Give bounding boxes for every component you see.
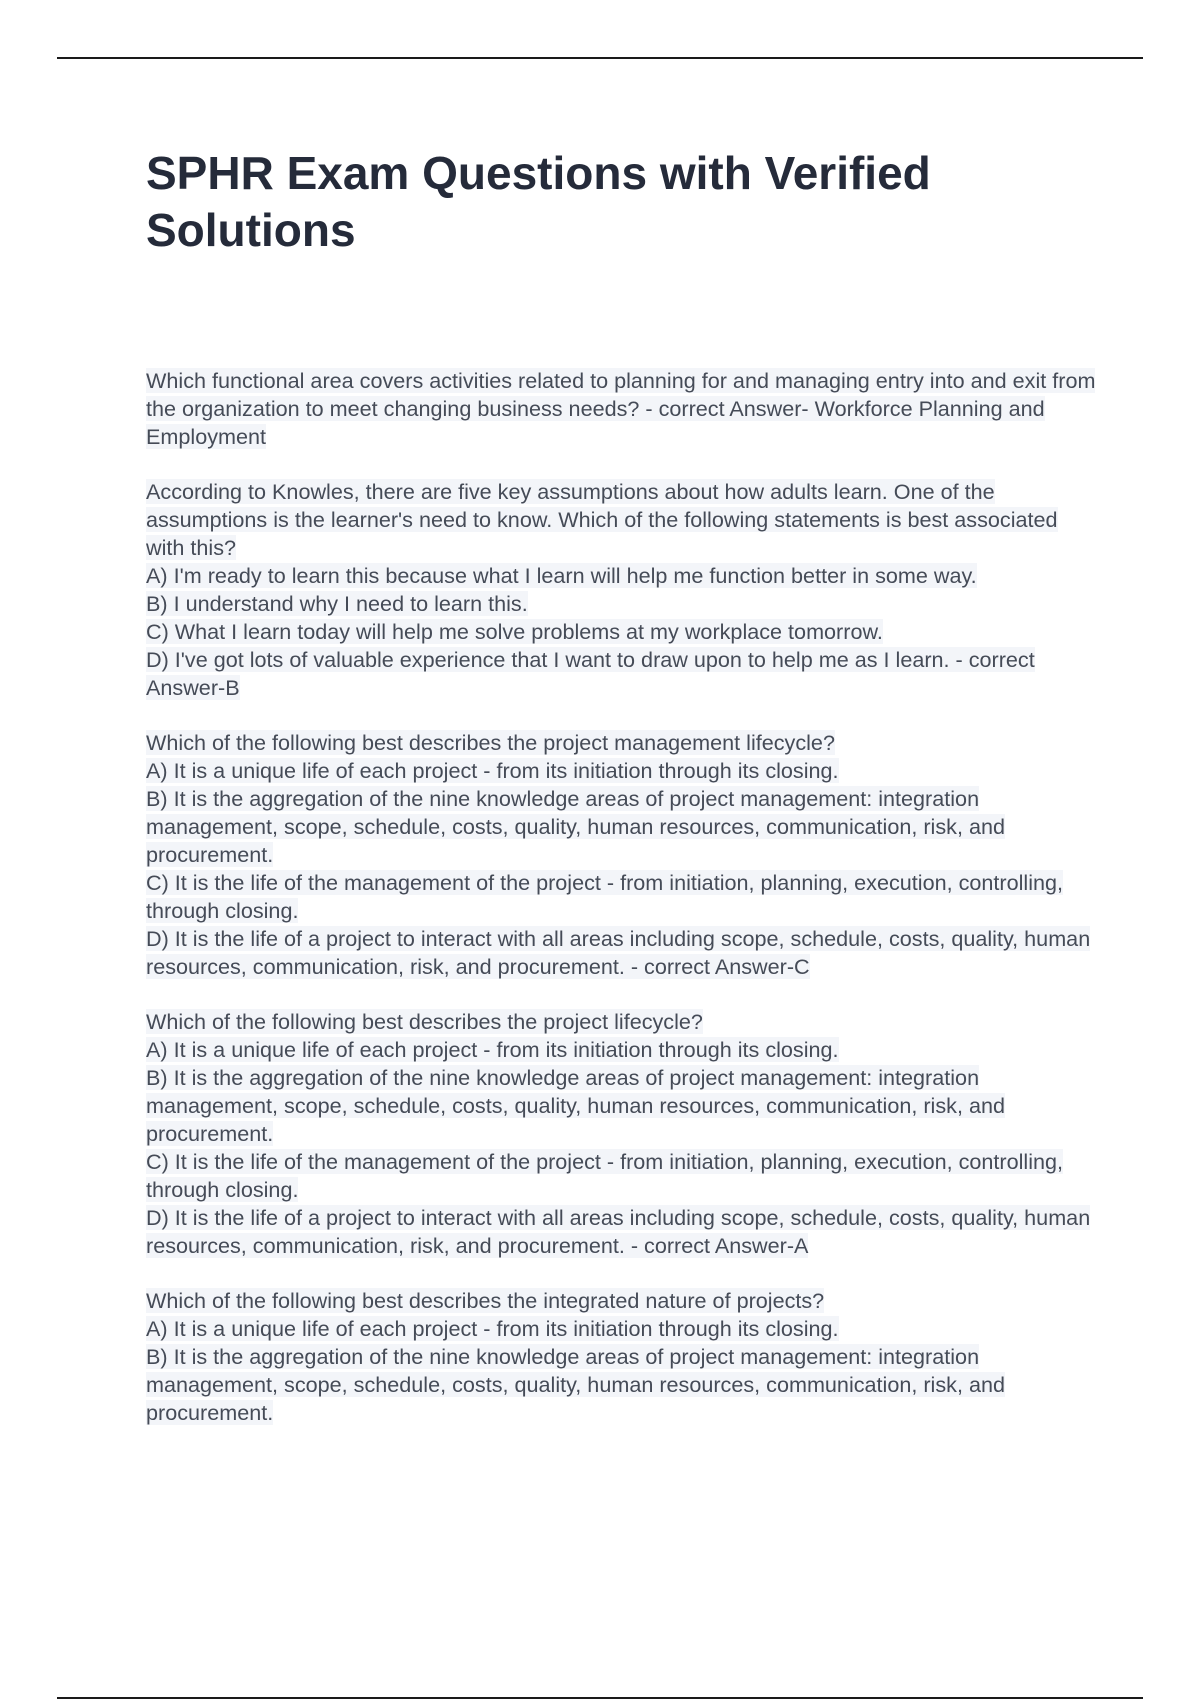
bottom-rule [57,1697,1143,1699]
answer-option: B) It is the aggregation of the nine knowledge areas of project management: integration management, scope, schedule, costs, quality, human resources, communication, risk, and procurement. [146,1065,1005,1146]
answer-option: D) I've got lots of valuable experience that I want to draw upon to help me as I learn. - correct Answer-B [146,647,1035,700]
answer-option: C) It is the life of the management of the project - from initiation, planning, execution, controlling, through closing. [146,870,1064,923]
qa-item [146,729,1096,981]
answer-option: B) It is the aggregation of the nine knowledge areas of project management: integration management, scope, schedule, costs, quality, human resources, communication, risk, and procurement. [146,786,1005,867]
qa-item [146,367,1096,451]
answer-option: D) It is the life of a project to interact with all areas including scope, schedule, costs, quality, human resources, communication, risk, and procurement. - correct Answer-A [146,1205,1091,1258]
question-text: Which of the following best describes the integrated nature of projects? [146,1288,825,1313]
answer-option: A) It is a unique life of each project - from its initiation through its closing. [146,1316,839,1341]
top-rule [57,57,1143,59]
answer-option: A) I'm ready to learn this because what I learn will help me function better in some way. [146,563,977,588]
qa-item [146,478,1096,702]
question-text: According to Knowles, there are five key assumptions about how adults learn. One of the assumptions is the learner's need to know. Which of the following statements is best associated with this? [146,479,1058,560]
answer-option: B) I understand why I need to learn this. [146,591,528,616]
answer-option: A) It is a unique life of each project - from its initiation through its closing. [146,758,839,783]
question-text: Which of the following best describes the project lifecycle? [146,1009,703,1034]
qa-item [146,1287,1096,1427]
question-text: Which functional area covers activities related to planning for and managing entry into and exit from the organization to meet changing business needs? - correct Answer- Workforce Planning and Employment [146,368,1096,449]
answer-option: A) It is a unique life of each project - from its initiation through its closing. [146,1037,839,1062]
question-text: Which of the following best describes the project management lifecycle? [146,730,835,755]
answer-option: D) It is the life of a project to interact with all areas including scope, schedule, costs, quality, human resources, communication, risk, and procurement. - correct Answer-C [146,926,1091,979]
document-title: SPHR Exam Questions with Verified Solutions [146,147,931,256]
answer-option: C) It is the life of the management of the project - from initiation, planning, execution, controlling, through closing. [146,1149,1064,1202]
qa-list [146,367,1096,1454]
qa-item [146,1008,1096,1260]
answer-option: C) What I learn today will help me solve problems at my workplace tomorrow. [146,619,883,644]
answer-option: B) It is the aggregation of the nine knowledge areas of project management: integration management, scope, schedule, costs, quality, human resources, communication, risk, and procurement. [146,1344,1005,1425]
